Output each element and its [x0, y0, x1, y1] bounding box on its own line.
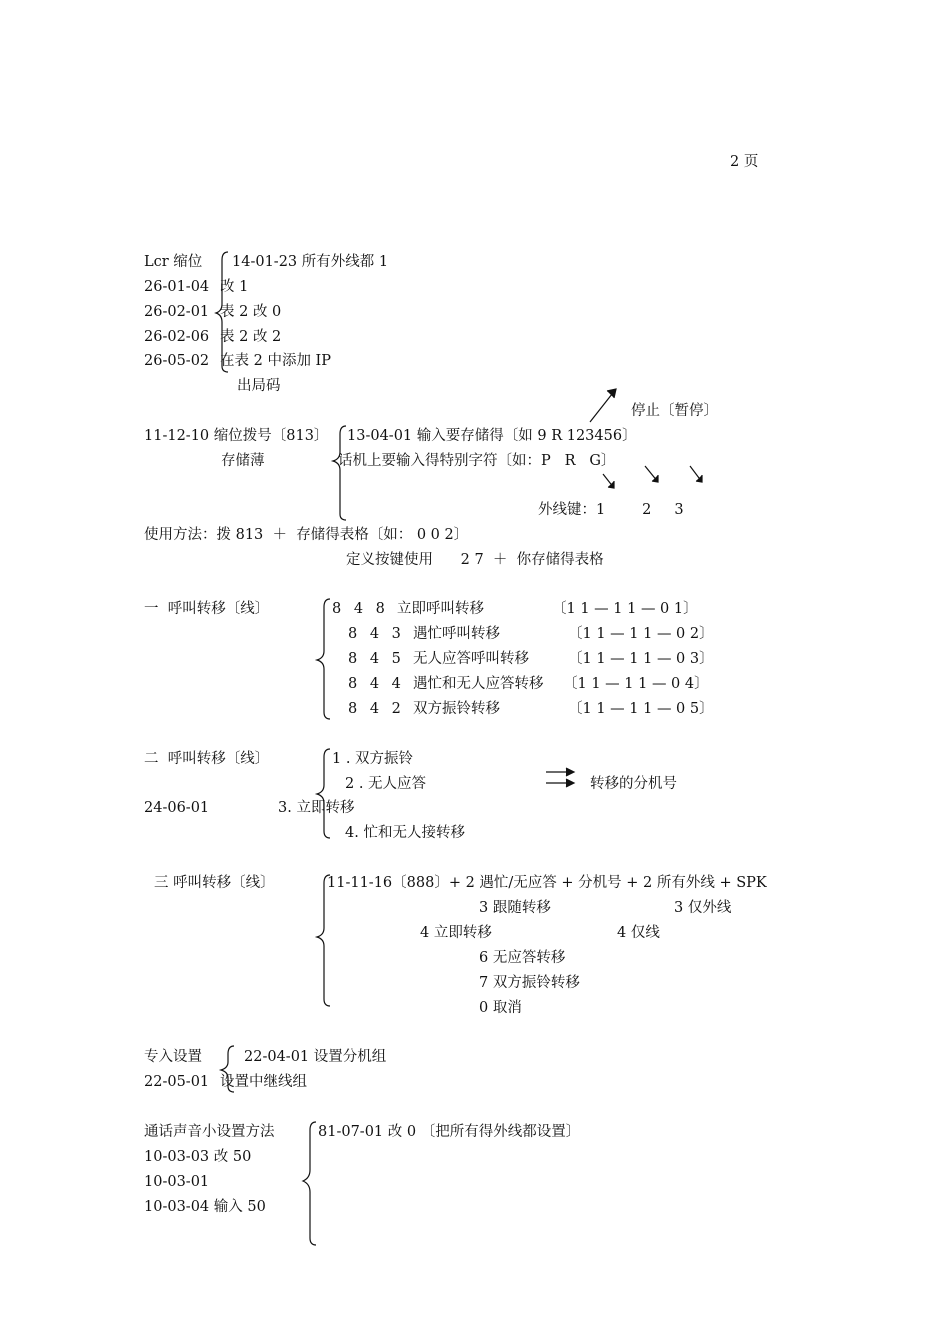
- speed-dial-subtitle: 存储薄: [221, 453, 265, 469]
- lcr-code: 26-05-02: [144, 353, 210, 369]
- forward3-option: 4 立即转移: [420, 925, 492, 941]
- lcr-item: 14-01-23 所有外线都 1: [232, 254, 389, 270]
- lcr-code: 26-01-04: [144, 279, 210, 295]
- forward1-title: 一 呼叫转移〔线〕: [144, 601, 270, 617]
- lcr-item: 表 2 改 2: [220, 329, 282, 345]
- forward1-desc: 遇忙和无人应答转移: [413, 676, 544, 692]
- volume-code: 10-03-03 改 50: [144, 1149, 252, 1165]
- dedicated-item: 22-04-01 设置分机组: [244, 1049, 387, 1065]
- forward3-option: 3 仅外线: [674, 900, 732, 916]
- dedicated-title: 专入设置: [144, 1049, 202, 1065]
- forward2-item: 4. 忙和无人接转移: [345, 825, 465, 841]
- forward1-ref: 〔1 1 — 1 1 — 0 4〕: [563, 676, 709, 692]
- lcr-item: 改 1: [220, 279, 249, 295]
- forward3-title: 三 呼叫转移〔线〕: [154, 875, 275, 891]
- define-text: 定义按键使用 2 7 ＋ 你存储得表格: [346, 552, 604, 568]
- volume-item: 81-07-01 改 0 〔把所有得外线都设置〕: [318, 1124, 581, 1140]
- forward1-desc: 立即呼叫转移: [397, 601, 484, 617]
- volume-title: 通话声音小设置方法: [144, 1124, 275, 1140]
- pause-arrow-head: [607, 389, 616, 398]
- speed-dial-title: 11-12-10 缩位拨号〔813〕: [144, 428, 329, 444]
- lcr-title: Lcr 缩位: [144, 254, 203, 270]
- lcr-code: 26-02-06: [144, 329, 210, 345]
- forward2-title: 二 呼叫转移〔线〕: [144, 751, 270, 767]
- lcr-item: 表 2 改 0: [220, 304, 282, 320]
- forward1-code: 8 4 5: [348, 651, 405, 667]
- lcr-item: 在表 2 中添加 IP: [220, 353, 332, 369]
- forward3-option: 7 双方振铃转移: [479, 975, 580, 991]
- forward1-desc: 遇忙呼叫转移: [413, 626, 500, 642]
- forward1-ref: 〔1 1 — 1 1 — 0 1〕: [552, 601, 698, 617]
- forward3-option: 4 仅线: [617, 925, 660, 941]
- volume-code: 10-03-04 输入 50: [144, 1199, 266, 1215]
- forward3-option: 6 无应答转移: [479, 950, 566, 966]
- speed-dial-line: 13-04-01 输入要存储得〔如 9 R 123456〕: [347, 428, 637, 444]
- volume-brace: [303, 1122, 316, 1245]
- forward1-desc: 无人应答呼叫转移: [413, 651, 529, 667]
- lcr-code: 26-02-01: [144, 304, 210, 320]
- forward2-code: 24-06-01: [144, 800, 210, 816]
- speed-dial-line: 话机上要输入得特别字符〔如：P R G〕: [338, 453, 616, 469]
- forward1-code: 8 4 2: [348, 701, 405, 717]
- forward3-option: 3 跟随转移: [479, 900, 551, 916]
- page-number: 2 页: [730, 154, 759, 170]
- forward2-brace: [317, 749, 330, 838]
- forward1-desc: 双方振铃转移: [413, 701, 500, 717]
- forward1-brace: [317, 599, 330, 719]
- forward1-code: 8 4 8: [332, 601, 389, 617]
- lcr-tail: 出局码: [237, 378, 281, 394]
- usage-text: 使用方法：拨 813 ＋ 存储得表格〔如： 0 0 2〕: [144, 527, 469, 543]
- volume-code: 10-03-01: [144, 1174, 210, 1190]
- forward1-ref: 〔1 1 — 1 1 — 0 2〕: [568, 626, 714, 642]
- forward2-target: 转移的分机号: [590, 776, 677, 792]
- dedicated-code: 22-05-01: [144, 1074, 210, 1090]
- forward1-code: 8 4 3: [348, 626, 405, 642]
- forward2-item: 2 . 无人应答: [345, 776, 427, 792]
- dedicated-item: 设置中继线组: [220, 1074, 307, 1090]
- forward1-code: 8 4 4: [348, 676, 405, 692]
- double-arrow-top-head: [566, 768, 574, 776]
- outer-keys-label: 外线键：1 2 3: [538, 502, 684, 518]
- speed-dial-brace: [333, 426, 346, 520]
- forward3-option: 0 取消: [479, 1000, 522, 1016]
- pause-label: 停止〔暂停〕: [631, 403, 718, 419]
- forward1-ref: 〔1 1 — 1 1 — 0 5〕: [568, 701, 714, 717]
- forward2-item: 1 . 双方振铃: [332, 751, 414, 767]
- forward3-brace: [317, 875, 330, 1006]
- double-arrow-bottom-head: [566, 779, 574, 787]
- forward1-ref: 〔1 1 — 1 1 — 0 3〕: [568, 651, 714, 667]
- forward2-item: 3. 立即转移: [278, 800, 355, 816]
- forward3-line: 11-11-16〔888〕+ 2 遇忙/无应答 + 分机号 + 2 所有外线 + SPK: [327, 875, 767, 891]
